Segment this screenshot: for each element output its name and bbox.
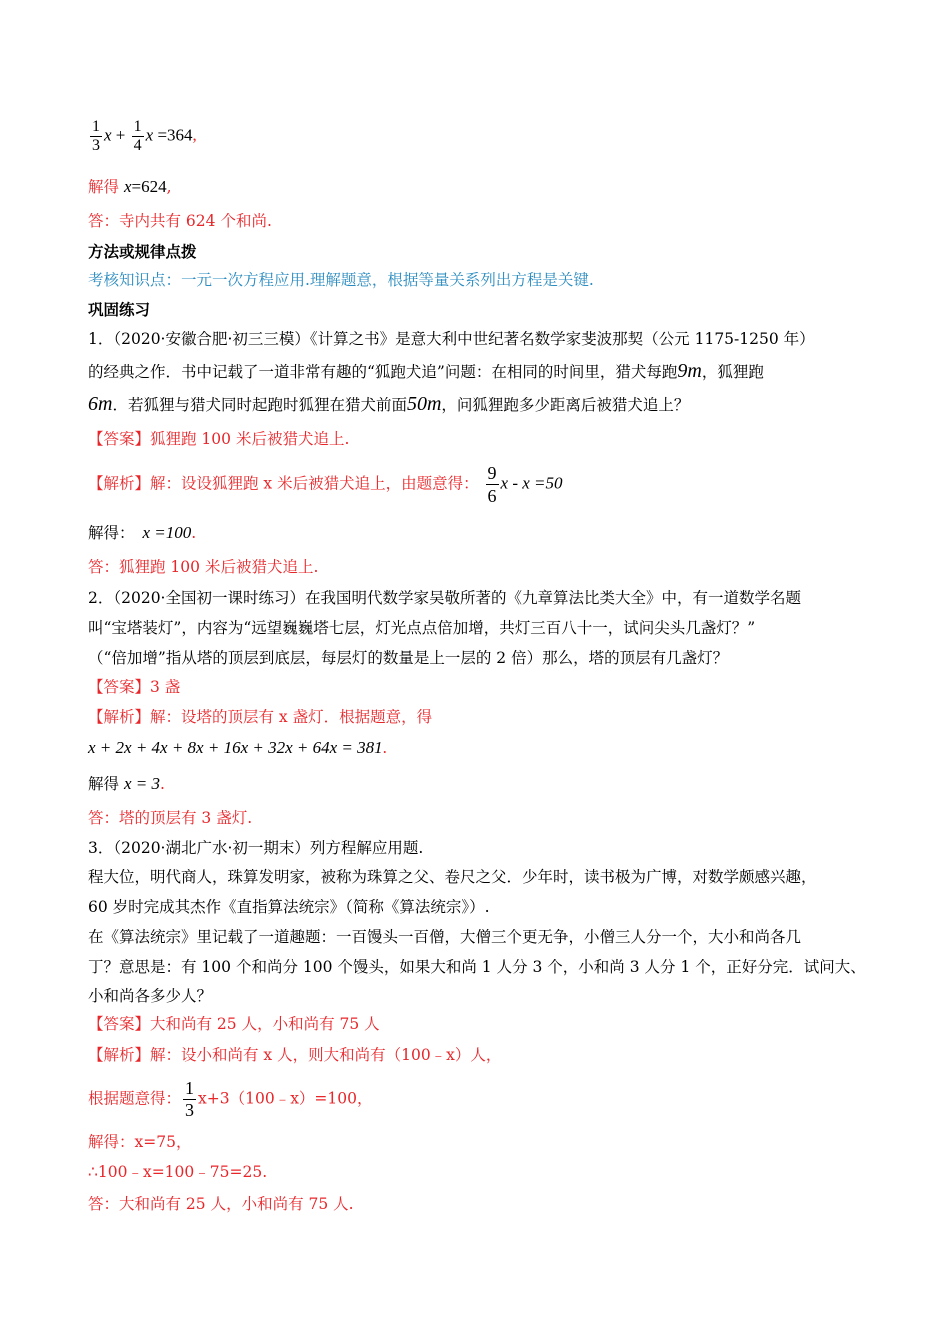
analysis-line: 【解析】解：设塔的顶层有 x 盏灯．根据题意，得 [88, 708, 433, 726]
answer-line: 答：大和尚有 25 人，小和尚有 75 人. [88, 1195, 354, 1213]
solution-line: 解得 x = 3. [88, 774, 165, 793]
solution-line: 解得：x=75， [88, 1133, 192, 1151]
question-text: 3．（2020·湖北广水·初一期末）列方程解应用题. [88, 839, 424, 857]
question-text: 2．（2020·全国初一课时练习）在我国明代数学家吴敬所著的《九章算法比类大全》中，有一道数学名题 [88, 589, 801, 607]
setup-line: 根据题意得： $\frac{1}{3}$ x+3（100﹣x）=100， [88, 1078, 373, 1120]
question-text: 6m．若狐狸与猎犬同时起跑时狐狸在猎犬前面50m，问狐狸跑多少距离后被猎犬追上？ [88, 393, 690, 415]
equation-line: $\frac{1}{3}$ x + $\frac{1}{4}$ x =364, [92, 118, 197, 154]
question-text: 小和尚各多少人？ [88, 987, 213, 1005]
question-text: 丁？意思是：有 100 个和尚分 100 个馒头，如果大和尚 1 人分 3 个，小和尚 3 人分 1 个，正好分完．试问大、 [88, 958, 866, 976]
question-text: 程大位，明代商人，珠算发明家，被称为珠算之父、卷尺之父．少年时，读书极为广博，对数学颇感兴趣， [88, 868, 817, 886]
therefore-line: ∴100﹣x=100﹣75=25. [88, 1163, 268, 1181]
solution-line: 解得 x=624, [88, 177, 172, 196]
fraction: $\frac{1}{3}$ [92, 118, 100, 154]
question-text: （“倍加增”指从塔的顶层到底层，每层灯的数量是上一层的 2 倍）那么，塔的顶层有几盏灯？ [88, 649, 729, 667]
answer-label: 【答案】3 盏 [88, 678, 181, 696]
question-text: 60 岁时完成其杰作《直指算法统宗》（简称《算法统宗》）. [88, 898, 490, 916]
answer-line: 答：狐狸跑 100 米后被猎犬追上. [88, 558, 319, 576]
tip-text: 考核知识点：一元一次方程应用.理解题意，根据等量关系列出方程是关键. [88, 271, 594, 289]
fraction: $\frac{1}{4}$ [133, 118, 142, 154]
question-text: 的经典之作．书中记载了一道非常有趣的“狐跑犬追”问题：在相同的时间里，猎犬每跑9m，狐狸跑 [88, 360, 764, 382]
section-heading: 方法或规律点拨 [88, 242, 197, 261]
answer-label: 【答案】大和尚有 25 人，小和尚有 75 人 [88, 1015, 380, 1033]
answer-line: 答：寺内共有 624 个和尚. [88, 212, 272, 230]
fraction: $\frac{1}{3}$ [185, 1078, 195, 1120]
question-text: 在《算法统宗》里记载了一道趣题：一百馒头一百僧，大僧三个更无争，小僧三人分一个，大小和尚各几 [88, 928, 802, 946]
equation-line: x + 2x + 4x + 8x + 16x + 32x + 64x = 381. [88, 738, 387, 757]
section-heading: 巩固练习 [88, 300, 151, 319]
solution-line: 解得： x =100. [88, 523, 197, 542]
question-text: 1．（2020·安徽合肥·初三三模）《计算之书》是意大利中世纪著名数学家斐波那契（公元 1175-1250 年） [88, 330, 815, 348]
answer-line: 答：塔的顶层有 3 盏灯. [88, 809, 253, 827]
analysis-line: 【解析】解：设设狐狸跑 x 米后被猎犬追上，由题意得： $\frac{9}{6}$ x - x =50 [88, 463, 563, 506]
question-text: 叫“宝塔装灯”，内容为“远望巍巍塔七层，灯光点点倍加增，共灯三百八十一，试问尖头几盏灯？” [88, 619, 756, 637]
answer-label: 【答案】狐狸跑 100 米后被猎犬追上. [88, 430, 350, 448]
fraction: $\frac{9}{6}$ [487, 463, 497, 506]
analysis-line: 【解析】解：设小和尚有 x 人，则大和尚有（100﹣x）人， [88, 1046, 502, 1064]
